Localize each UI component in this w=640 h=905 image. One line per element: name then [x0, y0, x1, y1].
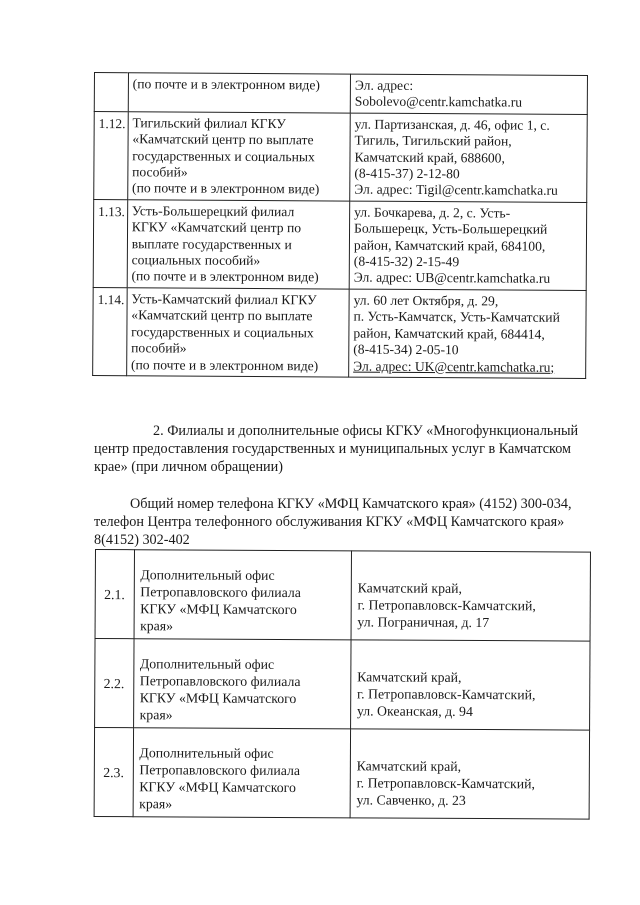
branch-address-cell — [350, 113, 588, 202]
email-link[interactable]: Эл. адрес: UK@centr.kamchatka.ru; — [353, 358, 555, 375]
text-line: КГКУ «МФЦ Камчатского — [140, 601, 297, 618]
row-number: 2.3. — [94, 728, 133, 817]
text-line: Усть-Камчатский филиал КГКУ — [131, 291, 317, 308]
text-line: КГКУ «Камчатский центр по — [131, 219, 302, 236]
text-line: (по почте и в электронном виде) — [132, 76, 320, 93]
mfc-offices-table — [94, 549, 591, 820]
row-number — [94, 73, 128, 112]
text-line: Петропавловского филиала — [140, 584, 301, 601]
table-row — [93, 287, 587, 378]
text-line: ул. Партизанская, д. 46, офис 1, с. — [354, 116, 550, 133]
text-line: «Камчатский центр по выплате — [131, 307, 313, 324]
text-line: социальных пособий» — [131, 252, 261, 269]
text-line: Дополнительный офис — [139, 745, 274, 761]
branch-name-cell — [127, 200, 350, 289]
text-line: государственных и социальных — [132, 147, 315, 164]
text-line: края» — [139, 707, 173, 723]
office-name-cell — [133, 728, 351, 818]
office-name-cell — [134, 550, 352, 640]
email-text: Sobolevo@centr.kamchatka.ru — [354, 94, 523, 111]
text-line: Камчатский край, 688600, — [354, 149, 505, 166]
row-number: 2.2. — [95, 639, 134, 728]
table-row — [94, 73, 587, 115]
phone-paragraph-line-2: телефон Центра телефонного обслуживания КГКУ «МФЦ Камчатского края» — [94, 514, 565, 530]
text-line: г. Петропавловск-Камчатский, — [357, 686, 536, 703]
text-line: (по почте и в электронном виде) — [132, 180, 320, 197]
table-row — [93, 199, 587, 290]
text-line: Эл. адрес: — [354, 77, 414, 93]
text-line: ул. Бочкарева, д. 2, с. Усть- — [354, 204, 511, 221]
section-2-heading-line-2: центр предоставления государственных и муниципальных услуг в Камчатском — [94, 441, 572, 457]
text-line: Усть-Большерецкий филиал — [131, 203, 295, 220]
text-line: п. Усть-Камчатск, Усть-Камчатский — [353, 308, 560, 326]
section-2-heading-line-1: 2. Филиалы и дополнительные офисы КГКУ «Многофункциональный — [153, 423, 579, 439]
phone-text: (8-415-34) 2-05-10 — [353, 341, 459, 358]
office-name-cell — [133, 639, 351, 729]
office-address-cell — [350, 729, 590, 819]
branch-address-cell — [350, 74, 587, 114]
phone-text: (8-415-37) 2-12-80 — [354, 165, 460, 182]
branch-name-cell — [128, 73, 350, 113]
text-line: Петропавловского филиала — [139, 762, 301, 779]
text-line: Большерецк, Усть-Большерецкий — [353, 220, 548, 238]
text-line: края» — [139, 796, 173, 812]
text-line: ул. Савченко, д. 23 — [356, 792, 466, 808]
branch-name-cell — [126, 288, 349, 377]
branch-name-cell — [128, 112, 351, 201]
text-line: район, Камчатский край, 684414, — [353, 325, 545, 342]
text-line: ул. Пограничная, д. 17 — [357, 614, 490, 631]
table-row — [95, 550, 590, 642]
text-line: выплате государственных и — [131, 235, 292, 252]
branch-table-kamchatka-center — [92, 72, 588, 379]
email-text: Эл. адрес: Tigil@centr.kamchatka.ru — [354, 182, 558, 199]
table-row — [94, 728, 589, 820]
office-address-cell — [351, 551, 591, 641]
text-line: Камчатский край, — [356, 758, 462, 774]
text-line: «Камчатский центр по выплате — [132, 131, 314, 148]
row-number: 1.13. — [93, 199, 127, 287]
text-line: Камчатский край, — [357, 669, 462, 685]
text-line: Тигильский филиал КГКУ — [132, 115, 287, 131]
section-2-heading-line-3: крае» (при личном обращении) — [94, 459, 283, 475]
phone-text: (8-415-32) 2-15-49 — [353, 253, 460, 270]
text-line: Камчатский край, — [357, 580, 463, 596]
branch-address-cell — [349, 289, 587, 378]
text-line: государственных и социальных — [131, 323, 314, 341]
text-line: (по почте и в электронном виде) — [130, 356, 319, 373]
row-number: 2.1. — [95, 550, 134, 639]
text-line: (по почте и в электронном виде) — [131, 268, 319, 285]
text-line: края» — [140, 618, 174, 634]
text-line: ул. Океанская, д. 94 — [356, 703, 473, 719]
phone-paragraph-line-3: 8(4152) 302-402 — [94, 532, 190, 548]
text-line: г. Петропавловск-Камчатский, — [356, 775, 536, 792]
text-line: Дополнительный офис — [140, 567, 275, 583]
table-row — [94, 111, 588, 202]
row-number: 1.14. — [93, 287, 127, 375]
text-line: Дополнительный офис — [139, 656, 275, 672]
table-row — [95, 639, 590, 731]
email-text: Эл. адрес: UB@centr.kamchatka.ru — [353, 270, 551, 287]
text-line: район, Камчатский край, 684100, — [353, 237, 546, 254]
office-address-cell — [350, 640, 590, 730]
phone-paragraph-line-1: Общий номер телефона КГКУ «МФЦ Камчатского края» (4152) 300-034, — [130, 496, 572, 512]
text-line: г. Петропавловск-Камчатский, — [357, 597, 536, 614]
text-line: пособий» — [132, 164, 188, 180]
text-line: пособий» — [131, 340, 187, 356]
text-line: ул. 60 лет Октября, д. 29, — [353, 292, 499, 309]
row-number: 1.12. — [94, 111, 128, 199]
text-line: Петропавловского филиала — [139, 673, 301, 690]
text-line: КГКУ «МФЦ Камчатского — [139, 779, 296, 796]
branch-address-cell — [349, 201, 587, 290]
text-line: КГКУ «МФЦ Камчатского — [139, 690, 297, 707]
text-line: Тигиль, Тигильский район, — [354, 132, 512, 149]
